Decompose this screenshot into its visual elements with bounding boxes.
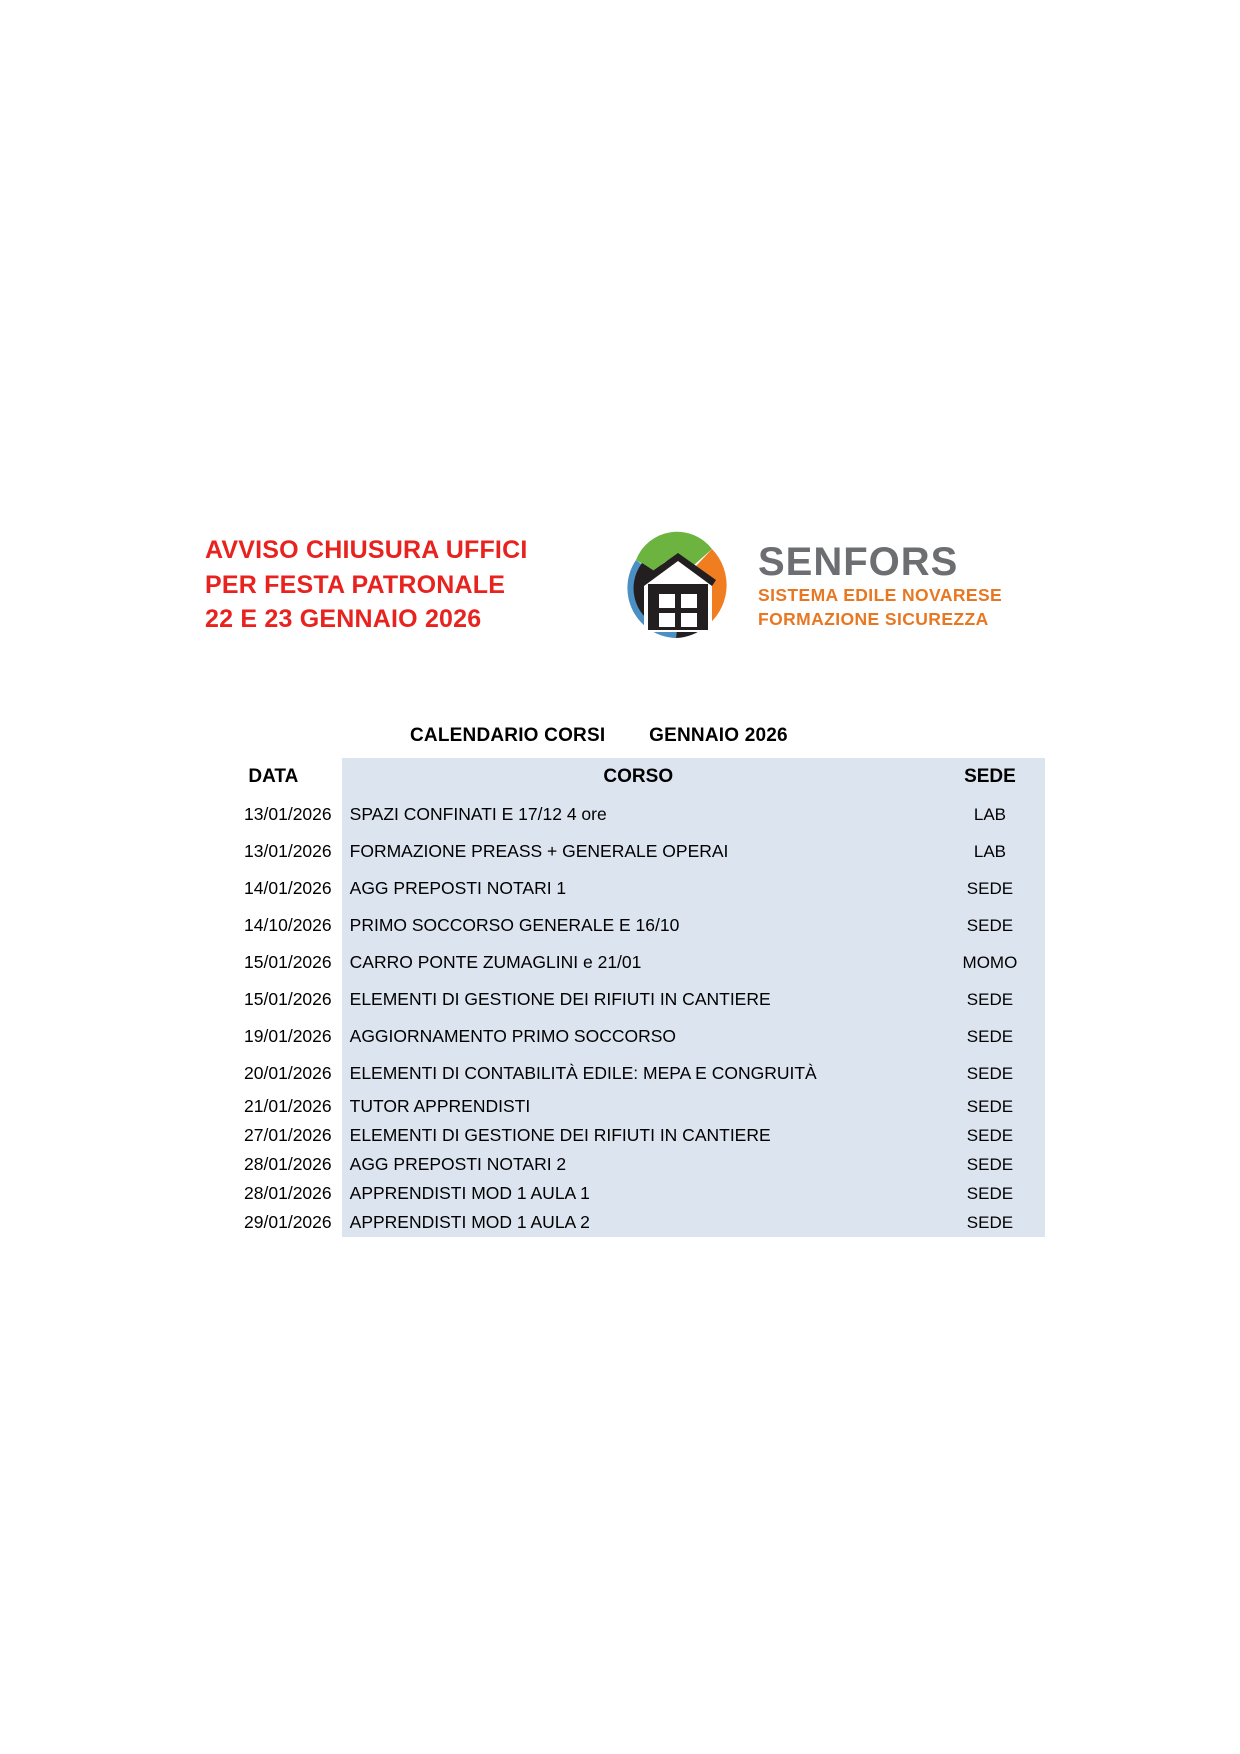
cell-data: 29/01/2026 [244, 1212, 332, 1232]
table-row [205, 796, 1045, 833]
table-row [205, 944, 1045, 981]
cell-corso: SPAZI CONFINATI E 17/12 4 ore [342, 796, 935, 833]
cell-corso: CARRO PONTE ZUMAGLINI e 21/01 [342, 944, 935, 981]
cell-corso: AGGIORNAMENTO PRIMO SOCCORSO [342, 1018, 935, 1055]
cell-data: 14/10/2026 [244, 915, 332, 935]
senfors-logo [608, 520, 1028, 655]
table-row [205, 1150, 1045, 1179]
cell-sede: SEDE [935, 870, 1045, 907]
cell-data: 21/01/2026 [244, 1096, 332, 1116]
cell-sede: MOMO [935, 944, 1045, 981]
table-row [205, 1055, 1045, 1092]
cell-corso: ELEMENTI DI GESTIONE DEI RIFIUTI IN CANTIERE [342, 981, 935, 1018]
cell-sede: SEDE [935, 1179, 1045, 1208]
cell-corso: TUTOR APPRENDISTI [342, 1092, 935, 1121]
cell-corso: APPRENDISTI MOD 1 AULA 1 [342, 1179, 935, 1208]
closure-notice [205, 533, 625, 637]
table-row [205, 907, 1045, 944]
cell-data: 13/01/2026 [244, 841, 332, 861]
cell-sede: SEDE [935, 1208, 1045, 1237]
senfors-logo-tagline-1: SISTEMA EDILE NOVARESE [758, 585, 1003, 605]
table-row [205, 1208, 1045, 1237]
table-row [205, 870, 1045, 907]
cell-corso: APPRENDISTI MOD 1 AULA 2 [342, 1208, 935, 1237]
table-row [205, 981, 1045, 1018]
courses-table [205, 758, 1045, 1237]
table-row [205, 1018, 1045, 1055]
table-header-row [205, 758, 1045, 796]
senfors-logo-name: SENFORS [758, 540, 959, 584]
senfors-logo-text [758, 542, 1028, 629]
cell-corso: ELEMENTI DI CONTABILITÀ EDILE: MEPA E CONGRUITÀ [342, 1055, 935, 1092]
cell-sede: LAB [935, 796, 1045, 833]
column-header-corso: CORSO [342, 758, 935, 796]
cell-sede: SEDE [935, 981, 1045, 1018]
cell-corso: AGG PREPOSTI NOTARI 1 [342, 870, 935, 907]
cell-data: 28/01/2026 [244, 1183, 332, 1203]
cell-corso: PRIMO SOCCORSO GENERALE E 16/10 [342, 907, 935, 944]
table-row [205, 833, 1045, 870]
senfors-logo-tagline-2: FORMAZIONE SICUREZZA [758, 608, 989, 629]
cell-sede: SEDE [935, 1121, 1045, 1150]
cell-data: 14/01/2026 [244, 878, 332, 898]
cell-corso: ELEMENTI DI GESTIONE DEI RIFIUTI IN CANTIERE [342, 1121, 935, 1150]
cell-sede: SEDE [935, 1092, 1045, 1121]
cell-data: 15/01/2026 [244, 952, 332, 972]
calendar-title: CALENDARIO CORSI GENNAIO 2026 [410, 725, 788, 746]
cell-sede: SEDE [935, 1150, 1045, 1179]
cell-sede: LAB [935, 833, 1045, 870]
cell-data: 27/01/2026 [244, 1125, 332, 1145]
closure-notice-line-1: AVVISO CHIUSURA UFFICI [205, 536, 528, 564]
table-row [205, 1092, 1045, 1121]
closure-notice-line-3: 22 E 23 GENNAIO 2026 [205, 605, 482, 633]
cell-sede: SEDE [935, 1018, 1045, 1055]
table-row [205, 1179, 1045, 1208]
column-header-data: DATA [248, 766, 299, 787]
cell-data: 19/01/2026 [244, 1026, 332, 1046]
senfors-logo-mark [608, 520, 748, 655]
column-header-sede: SEDE [935, 758, 1045, 796]
closure-notice-line-2: PER FESTA PATRONALE [205, 570, 506, 599]
cell-corso: AGG PREPOSTI NOTARI 2 [342, 1150, 935, 1179]
table-row [205, 1121, 1045, 1150]
cell-data: 20/01/2026 [244, 1063, 332, 1083]
cell-sede: SEDE [935, 907, 1045, 944]
cell-corso: FORMAZIONE PREASS + GENERALE OPERAI [342, 833, 935, 870]
cell-sede: SEDE [935, 1055, 1045, 1092]
cell-data: 28/01/2026 [244, 1154, 332, 1174]
cell-data: 15/01/2026 [244, 989, 332, 1009]
cell-data: 13/01/2026 [244, 804, 332, 824]
